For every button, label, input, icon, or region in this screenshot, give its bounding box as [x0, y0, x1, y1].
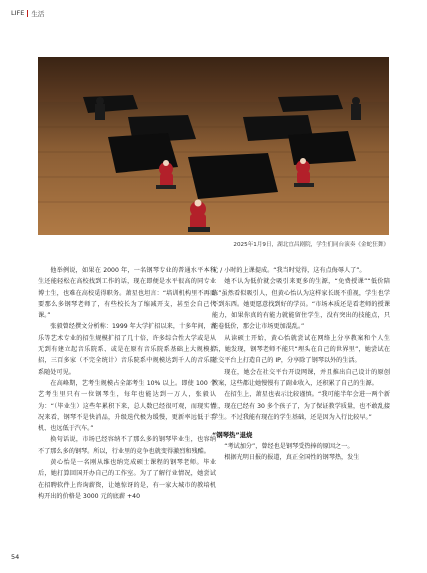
paragraph: 在高峰期，艺考生规模占全部考生 10% 以上。即使 100 个艺考生里只有一位钢琴生，每年也能达到一万人，张毅认为：“（毕业生）这些年累积下来，总人数已经很可观，而现实情况来看，钢琴不是快消品，升级迭代极为缓慢，更新率远低于手机、也远低于汽车。” [38, 379, 216, 433]
paragraph: 在招生上，萧星也表示比较谨慎。“我可能半年会进一两个新生，现在已经有 30 多个孩子了，为了保证教学质量，也不敢乱接学生。不过我能有现在的学生基础，还是因为入行比较早。” [212, 391, 390, 421]
paragraph: 黄心怡是一名刚从维也纳完成硕士课程的钢琴老师。毕业后，她打算回国开办自己的工作室。为了了解行业情况，她尝试在招聘软件上咨询薪资，让她惊讶的是，有一家大城市的教培机构开出的价格是 3000 元的底薪 +40 [38, 459, 216, 500]
section-label-en: LIFE [11, 9, 25, 17]
paragraph: 换句话说，市场已经容纳不了那么多的钢琴毕业生，也容纳不了那么多的钢琴。所以，行业里的竞争也就变得激烈和残酷。 [38, 436, 216, 455]
paragraph: 她不认为低价就会吸引来更多的生源，“免费授课”“低价陪练”虽然看似吸引人，但黄心怡认为这样家长既不重视，学生也学不到东西。她更愿意找到好的学员。“市场本质还是看老师的授课能力，如果你真的有能力就能留住学生，没有突出的技能点，只能卷低价，那会让市场更加混乱。” [212, 278, 390, 331]
paragraph: 根据光明日报的报道，真正全国性的钢琴热，发生 [224, 454, 360, 462]
paragraph: 从读硕士开始，黄心怡就尝试在网络上分享教案和个人生活，她发现，钢琴老师不能只“埋头在自己的世界里”，她尝试在社交平台上打造自己的 IP，分享除了钢琴以外的生活。 [212, 334, 390, 365]
section-label-cn: 生活 [31, 9, 45, 18]
page-number: 54 [11, 553, 20, 561]
header-divider [27, 10, 28, 17]
article-left-column [38, 265, 216, 502]
paragraph: 元 / 小时的上课提成。“我当时觉得，这有点侮辱人了”。 [212, 267, 366, 274]
piano-performance-photo [38, 57, 389, 235]
paragraph: 现在，她会在社交平台开设网课，并且推出自己设计的原创教案，这些都让她慢慢有了副业收入，还积累了自己的生源。 [212, 368, 390, 387]
paragraph: “考试加分”，曾经也是钢琴受热捧的原因之一。 [224, 443, 354, 451]
section-header [11, 8, 44, 18]
paragraph: 他举例说，如果在 2000 年，一名钢琴专业的普通水平本科生还能轻松在高校找到工作的话，现在即便是水平很高的同专业博士生，也难在高校觅得职务。萧星也坦言：“培训机构里不再需要那么多钢琴老师了，有些校长为了缩减开支，甚至会自己代课。” [38, 267, 216, 320]
section-subheading: “钢琴热”退烧 [212, 431, 253, 440]
article-right-column [212, 265, 390, 464]
paragraph: 张毅曾经撰文分析称：1999 年大学扩招以来，十多年间，音乐等艺术专业的招生规模扩招了几十倍，许多综合性大学或是从无到有建立起音乐院系、或是在原有音乐院系基础上大规模扩招，三百多家（不完全统计）音乐院系中规模达到千人的音乐院系随处可见。 [38, 323, 216, 376]
photo-caption: 2025年1月9日，湖北宜昌剧院，学生们同台演奏《金蛇狂舞》 [233, 242, 389, 248]
